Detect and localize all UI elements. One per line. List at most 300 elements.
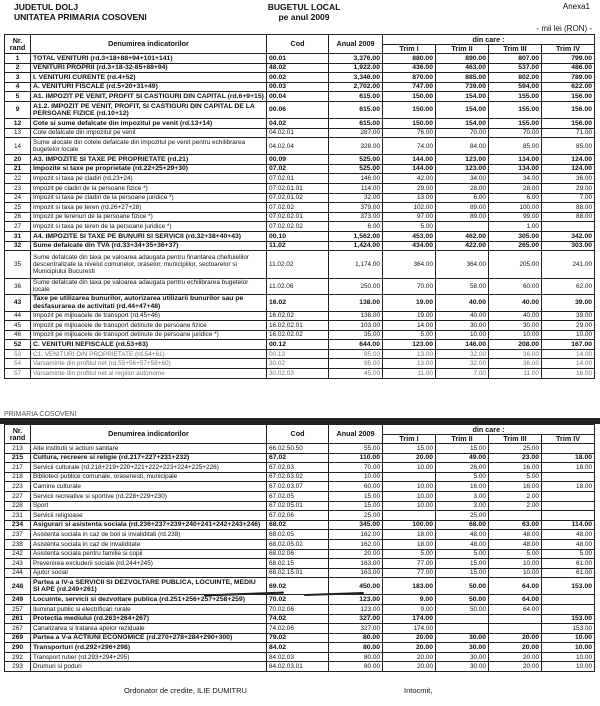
annual-value: 450.00 [329, 578, 383, 595]
indicator-name: Cote defalcate din impozitul pe venit [31, 128, 267, 138]
col-header-nr: Nr. rand [5, 35, 31, 54]
trim4-value: 10.00 [542, 662, 595, 672]
row-number: 4 [5, 82, 31, 92]
col-header-anual: Anual 2009 [329, 35, 383, 54]
indicator-name: A1.2. IMPOZIT PE VENIT, PROFIT, SI CASTIGURI DIN CAPITAL DE LA PERSOANE FIZICE (rd.10+12) [31, 101, 267, 118]
annual-value: 163.00 [329, 568, 383, 578]
trim1-value: 9.00 [383, 604, 436, 614]
trim3-value: 807.00 [489, 54, 542, 64]
trim4-value: 61.00 [542, 559, 595, 569]
trim2-value [436, 624, 489, 634]
row-number: 269 [5, 633, 31, 643]
budget-code: 67.02.06 [267, 511, 329, 521]
trim2-value: 3.00 [436, 491, 489, 501]
table-row [5, 453, 595, 463]
trim3-value: 155.00 [489, 92, 542, 102]
trim4-value: 71.00 [542, 128, 595, 138]
table-row [5, 294, 595, 311]
budget-code: 04.02.01 [267, 128, 329, 138]
budget-code: 68.02.05 [267, 530, 329, 540]
indicator-name: Impozit pe mijloacele de transport detinute de persoane fizice [31, 321, 267, 331]
row-number: 12 [5, 118, 31, 128]
table-row [5, 82, 595, 92]
annual-value: 250.00 [329, 279, 383, 294]
trim2-value: 50.00 [436, 604, 489, 614]
trim3-value: 64.00 [489, 578, 542, 595]
title-line-2: pe anul 2009 [278, 12, 330, 22]
annual-value: 162.00 [329, 539, 383, 549]
trim2-value: 25.00 [436, 511, 489, 521]
annual-value: 95.00 [329, 349, 383, 359]
indicator-name: Biblioteci publice comunale, orasenesti, municipale [31, 472, 267, 482]
trim1-value: 19.00 [383, 294, 436, 311]
trim2-value: 5.00 [436, 549, 489, 559]
annual-value: 80.00 [329, 633, 383, 643]
annual-value: 35.00 [329, 330, 383, 340]
col-header-denumire: Denumirea indicatorilor [31, 35, 267, 54]
col-header-trim2: Trim II [436, 44, 489, 54]
budget-code: 00.02 [267, 73, 329, 83]
col-header-din-care: din care : [383, 425, 595, 435]
trim1-value: 77.00 [383, 568, 436, 578]
indicator-name: Asigurari si asistenta sociala (rd.236+237+239+240+241+242+243+246) [31, 520, 267, 530]
indicator-name: Iluminat public si electrificari rurale [31, 604, 267, 614]
trim1-value: 453.00 [383, 231, 436, 241]
issuer-block [14, 2, 147, 22]
row-number: 20 [5, 155, 31, 165]
trim4-value: 789.00 [542, 73, 595, 83]
table-row [5, 241, 595, 251]
trim1-value: 18.00 [383, 530, 436, 540]
annual-value: 80.00 [329, 652, 383, 662]
budget-code: 79.02 [267, 633, 329, 643]
row-number: 1 [5, 54, 31, 64]
annual-value: 525.00 [329, 164, 383, 174]
trim1-value: 13.00 [383, 359, 436, 369]
row-number: 242 [5, 549, 31, 559]
budget-code: 07.02 [267, 164, 329, 174]
annual-value: 2,702.00 [329, 82, 383, 92]
col-header-cod: Cod [267, 425, 329, 444]
annual-value: 10.00 [329, 472, 383, 482]
title-line-1: BUGETUL LOCAL [267, 2, 341, 12]
ordonator-label: Ordonator de credite, ILIE DUMITRU [124, 686, 247, 695]
table-row [5, 472, 595, 482]
trim2-value: 40.00 [436, 311, 489, 321]
trim4-value [542, 472, 595, 482]
trim1-value: 9.00 [383, 595, 436, 605]
trim3-value: 48.00 [489, 530, 542, 540]
trim2-value: 146.00 [436, 340, 489, 350]
trim4-value: 10.00 [542, 652, 595, 662]
indicator-name: Impozit si taxa pe teren de la persoane juridice *) [31, 222, 267, 232]
trim4-value: 39.00 [542, 294, 595, 311]
budget-code: 74.02.06 [267, 624, 329, 634]
table-row [5, 652, 595, 662]
trim4-value: 241.00 [542, 251, 595, 279]
trim4-value: 88.00 [542, 212, 595, 222]
trim2-value: 15.00 [436, 559, 489, 569]
trim4-value: 61.00 [542, 568, 595, 578]
indicator-name: Taxe pe utilizarea bunurilor, autorizarea utilizarii bunurilor sau pe desfasurarea de activitati (rd.44+47+48) [31, 294, 267, 311]
trim3-value: 10.00 [489, 330, 542, 340]
trim1-value: 20.00 [383, 652, 436, 662]
trim2-value: 739.00 [436, 82, 489, 92]
table-row [5, 183, 595, 193]
indicator-name: Transport rutier (rd.293+294+295) [31, 652, 267, 662]
budget-rows-1 [5, 54, 595, 379]
budget-page-2 [4, 424, 596, 698]
col-header-denumire: Denumirea indicatorilor [31, 425, 267, 444]
trim2-value: 32.00 [436, 349, 489, 359]
trim3-value: 70.00 [489, 128, 542, 138]
annual-value: 327.00 [329, 624, 383, 634]
annual-value: 15.00 [329, 501, 383, 511]
trim1-value: 20.00 [383, 643, 436, 653]
trim3-value: 23.00 [489, 453, 542, 463]
trim2-value: 154.00 [436, 92, 489, 102]
trim2-value: 70.00 [436, 128, 489, 138]
trim2-value: 15.00 [436, 444, 489, 454]
indicator-name: C. VENITURI NEFISCALE (rd.53+63) [31, 340, 267, 350]
trim4-value [542, 604, 595, 614]
trim3-value: 34.00 [489, 174, 542, 184]
trim1-value: 13.00 [383, 193, 436, 203]
col-header-trim2: Trim II [436, 434, 489, 444]
table-row [5, 340, 595, 350]
trim1-value: 42.00 [383, 174, 436, 184]
indicator-name: Impozit pe terenuri de la persoane fizice *) [31, 212, 267, 222]
indicator-name: A1. IMPOZIT PE VENIT, PROFIT SI CASTIGURI DIN CAPITAL (rd.6+9+15) [31, 92, 267, 102]
trim1-value: 74.00 [383, 138, 436, 155]
annual-value: 110.00 [329, 453, 383, 463]
table-row [5, 164, 595, 174]
table-row [5, 330, 595, 340]
trim4-value [542, 491, 595, 501]
annual-value: 162.00 [329, 530, 383, 540]
trim4-value: 156.00 [542, 118, 595, 128]
col-header-trim1: Trim I [383, 434, 436, 444]
trim4-value [542, 501, 595, 511]
indicator-name: Asistenta sociala pentru familie si copii [31, 549, 267, 559]
trim4-value: 18.00 [542, 453, 595, 463]
document-header [4, 0, 596, 34]
trim2-value: 58.00 [436, 279, 489, 294]
row-number: 248 [5, 578, 31, 595]
table-row [5, 549, 595, 559]
row-number: 213 [5, 444, 31, 454]
trim3-value: 265.00 [489, 241, 542, 251]
budget-table-2 [4, 424, 595, 672]
trim1-value: 13.00 [383, 349, 436, 359]
trim4-value: 10.00 [542, 643, 595, 653]
indicator-name: Impozit pe mijloacele de transport (rd.45+46) [31, 311, 267, 321]
trim4-value: 88.00 [542, 203, 595, 213]
budget-code: 00.03 [267, 82, 329, 92]
annual-value: 327.00 [329, 614, 383, 624]
annual-value: 1,424.00 [329, 241, 383, 251]
row-number: 52 [5, 340, 31, 350]
row-number: 238 [5, 539, 31, 549]
row-number: 35 [5, 251, 31, 279]
trim3-value: 16.00 [489, 463, 542, 473]
indicator-name: Sume defalcate din taxa pe valoarea adaugata pentru finantarea cheltuielilor descentralizate la nivelul comunelor, oraselor, municipiilor, sectoarelor si Municipiului Bucuresti [31, 251, 267, 279]
trim1-value: 434.00 [383, 241, 436, 251]
trim2-value: 84.00 [436, 138, 489, 155]
trim3-value: 594.00 [489, 82, 542, 92]
table-row [5, 321, 595, 331]
table-row [5, 222, 595, 232]
trim4-value: 10.00 [542, 330, 595, 340]
budget-code: 00.09 [267, 155, 329, 165]
annual-value: 123.00 [329, 595, 383, 605]
table-row [5, 444, 595, 454]
row-number: 257 [5, 604, 31, 614]
trim2-value: 68.00 [436, 520, 489, 530]
table-row [5, 578, 595, 595]
trim2-value: 30.00 [436, 633, 489, 643]
annual-value: 525.00 [329, 155, 383, 165]
table-row [5, 501, 595, 511]
trim2-value: 6.00 [436, 193, 489, 203]
budget-code: 70.02.06 [267, 604, 329, 614]
budget-code: 00.04 [267, 92, 329, 102]
trim1-value: 76.00 [383, 128, 436, 138]
trim4-value: 622.00 [542, 82, 595, 92]
trim1-value: 150.00 [383, 101, 436, 118]
annual-value: 146.00 [329, 174, 383, 184]
annual-value: 103.00 [329, 321, 383, 331]
trim2-value: 123.00 [436, 155, 489, 165]
indicator-name: Varsaminte din profitul net (rd.55+56+57+58+60) [31, 359, 267, 369]
trim3-value: 20.00 [489, 643, 542, 653]
trim2-value: 49.00 [436, 453, 489, 463]
row-number: 234 [5, 520, 31, 530]
trim3-value: 30.00 [489, 321, 542, 331]
row-number: 25 [5, 203, 31, 213]
trim4-value: 124.00 [542, 155, 595, 165]
row-number: 36 [5, 279, 31, 294]
trim3-value: 205.00 [489, 251, 542, 279]
table-row [5, 311, 595, 321]
budget-code: 68.02.15.01 [267, 568, 329, 578]
trim1-value: 183.00 [383, 578, 436, 595]
table-row [5, 101, 595, 118]
trim3-value: 63.00 [489, 520, 542, 530]
budget-code: 68.02.05.02 [267, 539, 329, 549]
indicator-name: Sume defalcate din TVA (rd.33+34+35+36+37) [31, 241, 267, 251]
budget-code: 16.02.02 [267, 311, 329, 321]
indicator-name: Partea a IV-a SERVICII SI DEZVOLTARE PUBLICA, LOCUINTE, MEDIU SI APE (rd.249+261) [31, 578, 267, 595]
table-row [5, 559, 595, 569]
trim1-value: 174.00 [383, 624, 436, 634]
trim2-value [436, 614, 489, 624]
trim3-value: 155.00 [489, 101, 542, 118]
col-header-trim3: Trim III [489, 44, 542, 54]
trim1-value: 100.00 [383, 520, 436, 530]
unit-label: UNITATEA PRIMARIA COSOVENI [14, 12, 147, 22]
trim4-value [542, 222, 595, 232]
annual-value: 95.00 [329, 359, 383, 369]
indicator-name: Sume alocate din cotele defalcate din impozitul pe venit pentru echilibrarea bugetelor locale [31, 138, 267, 155]
col-header-nr: Nr. rand [5, 425, 31, 444]
table-row [5, 369, 595, 379]
trim2-value: 462.00 [436, 231, 489, 241]
row-number: 237 [5, 530, 31, 540]
table-row [5, 251, 595, 279]
indicator-name: Camine culturale [31, 482, 267, 492]
trim3-value: 537.00 [489, 63, 542, 73]
annual-value: 138.00 [329, 311, 383, 321]
trim3-value: 25.00 [489, 444, 542, 454]
budget-code: 11.02 [267, 241, 329, 251]
row-number: 227 [5, 491, 31, 501]
annual-value: 80.00 [329, 643, 383, 653]
col-header-anual: Anual 2009 [329, 425, 383, 444]
trim2-value: 48.00 [436, 530, 489, 540]
annual-value: 80.00 [329, 662, 383, 672]
trim3-value: 20.00 [489, 662, 542, 672]
table-row [5, 203, 595, 213]
trim1-value: 102.00 [383, 203, 436, 213]
trim2-value: 34.00 [436, 174, 489, 184]
trim2-value: 30.00 [436, 652, 489, 662]
trim2-value: 15.00 [436, 568, 489, 578]
budget-code: 30.02 [267, 359, 329, 369]
trim3-value [489, 511, 542, 521]
indicator-name: I. VENITURI CURENTE (rd.4+52) [31, 73, 267, 83]
budget-page-1 [4, 0, 596, 418]
trim4-value: 5.00 [542, 549, 595, 559]
row-number: 21 [5, 164, 31, 174]
trim1-value: 20.00 [383, 662, 436, 672]
budget-code: 67.02.03.07 [267, 482, 329, 492]
indicator-name: Partea a V-a ACTIUNI ECONOMICE (rd.270+278+284+290+300) [31, 633, 267, 643]
table-row [5, 491, 595, 501]
trim1-value: 364.00 [383, 251, 436, 279]
trim3-value: 16.00 [489, 482, 542, 492]
intocmit-label: Intocmit, [404, 686, 433, 695]
trim1-value: 747.00 [383, 82, 436, 92]
trim4-value: 29.00 [542, 321, 595, 331]
row-number: 43 [5, 294, 31, 311]
annual-value: 60.00 [329, 482, 383, 492]
table-row [5, 349, 595, 359]
trim2-value: 50.00 [436, 595, 489, 605]
trim2-value: 30.00 [436, 321, 489, 331]
trim4-value: 48.00 [542, 539, 595, 549]
budget-code: 07.02.02.01 [267, 212, 329, 222]
budget-code: 84.02 [267, 643, 329, 653]
table-row [5, 463, 595, 473]
trim4-value: 62.00 [542, 279, 595, 294]
indicator-name: Sume defalcate din taxa pe valoarea adaugata pentru echilibrarea bugetelor locale [31, 279, 267, 294]
indicator-name: Impozit si taxa pe cladiri de la persoane juridice *) [31, 193, 267, 203]
trim1-value: 144.00 [383, 155, 436, 165]
trim3-value: 60.00 [489, 279, 542, 294]
row-number: 228 [5, 501, 31, 511]
indicator-name: Servicii culturale (rd.218+219+220+221+222+223+224+225+226) [31, 463, 267, 473]
table-row [5, 92, 595, 102]
annual-value: 15.00 [329, 491, 383, 501]
trim4-value [542, 595, 595, 605]
annual-value: 3,346.00 [329, 73, 383, 83]
budget-code: 84.02.03.01 [267, 662, 329, 672]
trim4-value [542, 444, 595, 454]
annual-value: 20.00 [329, 549, 383, 559]
trim2-value: 89.00 [436, 203, 489, 213]
trim3-value: 20.00 [489, 652, 542, 662]
trim4-value: 14.00 [542, 349, 595, 359]
row-number: 261 [5, 614, 31, 624]
annual-value: 287.00 [329, 128, 383, 138]
row-number: 32 [5, 241, 31, 251]
trim2-value: 7.00 [436, 369, 489, 379]
budget-code: 00.01 [267, 54, 329, 64]
trim3-value: 85.00 [489, 138, 542, 155]
budget-code: 07.02.01.02 [267, 193, 329, 203]
trim4-value: 486.00 [542, 63, 595, 73]
budget-code: 00.10 [267, 231, 329, 241]
table-row [5, 520, 595, 530]
trim4-value: 156.00 [542, 101, 595, 118]
budget-code: 74.02 [267, 614, 329, 624]
trim3-value: 5.00 [489, 472, 542, 482]
trim3-value: 208.00 [489, 340, 542, 350]
col-header-cod: Cod [267, 35, 329, 54]
trim4-value: 303.00 [542, 241, 595, 251]
budget-code: 16.02.02.02 [267, 330, 329, 340]
trim1-value: 20.00 [383, 453, 436, 463]
trim4-value: 124.00 [542, 164, 595, 174]
trim1-value: 70.00 [383, 279, 436, 294]
indicator-name: Canalizarea si tratarea apelor reziduale [31, 624, 267, 634]
row-number: 31 [5, 231, 31, 241]
indicator-name: Cultura, recreere si religie (rd.217+227+231+232) [31, 453, 267, 463]
table-row [5, 212, 595, 222]
trim4-value: 36.00 [542, 174, 595, 184]
budget-code: 67.02.05.01 [267, 501, 329, 511]
trim4-value: 153.00 [542, 624, 595, 634]
trim3-value: 6.00 [489, 193, 542, 203]
col-header-trim4: Trim IV [542, 44, 595, 54]
trim3-value: 64.00 [489, 604, 542, 614]
annual-value: 644.00 [329, 340, 383, 350]
annual-value: 114.00 [329, 183, 383, 193]
indicator-name: A4. IMPOZITE SI TAXE PE BUNURI SI SERVICII (rd.32+38+40+43) [31, 231, 267, 241]
row-number: 57 [5, 369, 31, 379]
trim2-value: 50.00 [436, 578, 489, 595]
row-number: 223 [5, 482, 31, 492]
trim1-value: 19.00 [383, 311, 436, 321]
table-row [5, 662, 595, 672]
trim3-value [489, 614, 542, 624]
trim1-value: 10.00 [383, 482, 436, 492]
table-row [5, 482, 595, 492]
annual-value: 328.00 [329, 138, 383, 155]
trim1-value: 11.00 [383, 369, 436, 379]
col-header-trim1: Trim I [383, 44, 436, 54]
indicator-name: Impozit pe cladiri de la persoane fizice *) [31, 183, 267, 193]
trim4-value: 167.00 [542, 340, 595, 350]
table-row [5, 54, 595, 64]
budget-code: 07.02.01.01 [267, 183, 329, 193]
row-number: 9 [5, 101, 31, 118]
table-row [5, 279, 595, 294]
trim3-value: 100.00 [489, 203, 542, 213]
annual-value: 32.00 [329, 193, 383, 203]
annual-value: 615.00 [329, 92, 383, 102]
